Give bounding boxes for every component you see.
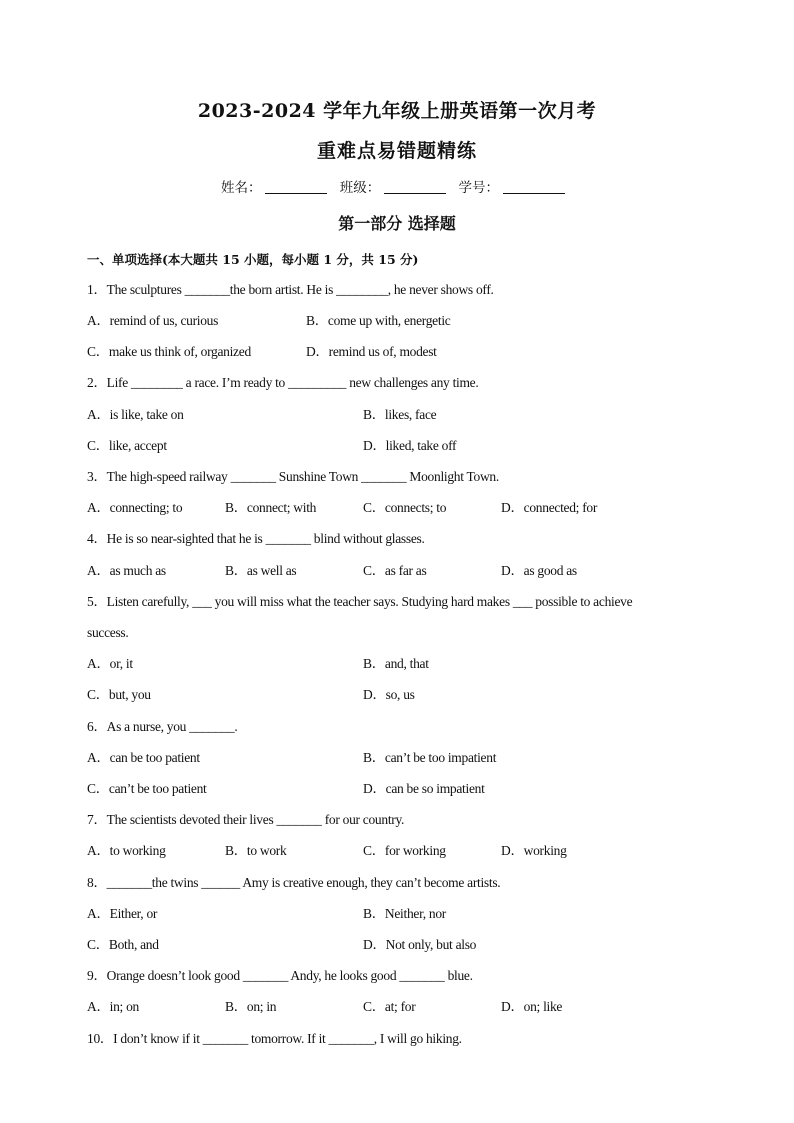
option-b: B．on; in <box>225 999 277 1014</box>
id-blank[interactable] <box>503 179 565 194</box>
option-d: D．Not only, but also <box>363 937 477 952</box>
question-stem: 8．_______the twins ______ Amy is creative enough, they can’t become artists. <box>87 875 501 890</box>
option-c: C．at; for <box>363 999 416 1014</box>
question-stem-continued: success. <box>87 625 129 640</box>
exam-subtitle: 重难点易错题精练 <box>316 140 477 162</box>
option-a: A．connecting; to <box>87 500 183 515</box>
option-c: C．like, accept <box>87 438 167 453</box>
student-info-line <box>0 176 794 196</box>
option-d: D．can be so impatient <box>363 781 485 796</box>
option-b: B．likes, face <box>363 407 437 422</box>
option-a: A．remind of us, curious <box>87 313 219 328</box>
option-b: B．Neither, nor <box>363 906 446 921</box>
exam-title: 2023-2024 学年九年级上册英语第一次月考 <box>197 100 597 122</box>
option-c: C．can’t be too patient <box>87 781 207 796</box>
question-stem: 4．He is so near-sighted that he is _______ blind without glasses. <box>87 531 425 546</box>
question-stem: 10．I don’t know if it _______ tomorrow. If it _______, I will go hiking. <box>87 1031 462 1046</box>
option-d: D．as good as <box>501 563 577 578</box>
name-label: 姓名： <box>220 180 262 196</box>
option-d: D．working <box>501 843 567 858</box>
option-c: C．make us think of, organized <box>87 344 251 359</box>
question-stem: 6．As a nurse, you _______. <box>87 719 238 734</box>
question-stem: 3．The high-speed railway _______ Sunshine Town _______ Moonlight Town. <box>87 469 499 484</box>
option-a: A．in; on <box>87 999 139 1014</box>
option-d: D．on; like <box>501 999 563 1014</box>
id-label: 学号： <box>458 180 500 196</box>
option-a: A．Either, or <box>87 906 158 921</box>
option-d: D．liked, take off <box>363 438 457 453</box>
option-c: C．for working <box>363 843 446 858</box>
class-label: 班级： <box>339 180 381 196</box>
option-c: C．as far as <box>363 563 427 578</box>
option-d: D．so, us <box>363 687 415 702</box>
question-stem: 7．The scientists devoted their lives _______ for our country. <box>87 812 405 827</box>
option-b: B．connect; with <box>225 500 317 515</box>
option-b: B．and, that <box>363 656 429 671</box>
option-c: C．Both, and <box>87 937 159 952</box>
option-c: C．but, you <box>87 687 151 702</box>
question-stem: 9．Orange doesn’t look good _______ Andy, he looks good _______ blue. <box>87 968 473 983</box>
option-b: B．come up with, energetic <box>306 313 451 328</box>
part-title: 第一部分 选择题 <box>338 214 456 233</box>
option-a: A．to working <box>87 843 166 858</box>
section-title: 一、单项选择(本大题共 15 小题，每小题 1 分，共 15 分) <box>87 252 419 267</box>
option-a: A．as much as <box>87 563 166 578</box>
option-c: C．connects; to <box>363 500 447 515</box>
option-d: D．connected; for <box>501 500 598 515</box>
name-blank[interactable] <box>265 179 327 194</box>
question-stem: 2．Life ________ a race. I’m ready to _________ new challenges any time. <box>87 375 479 390</box>
class-blank[interactable] <box>384 179 446 194</box>
option-a: A．can be too patient <box>87 750 200 765</box>
option-a: A．or, it <box>87 656 133 671</box>
option-a: A．is like, take on <box>87 407 184 422</box>
option-b: B．to work <box>225 843 287 858</box>
option-b: B．as well as <box>225 563 297 578</box>
question-stem: 1．The sculptures _______the born artist. He is ________, he never shows off. <box>87 282 494 297</box>
question-stem: 5．Listen carefully, ___ you will miss what the teacher says. Studying hard makes ___ possible to achieve <box>87 594 633 609</box>
option-d: D．remind us of, modest <box>306 344 437 359</box>
option-b: B．can’t be too impatient <box>363 750 497 765</box>
